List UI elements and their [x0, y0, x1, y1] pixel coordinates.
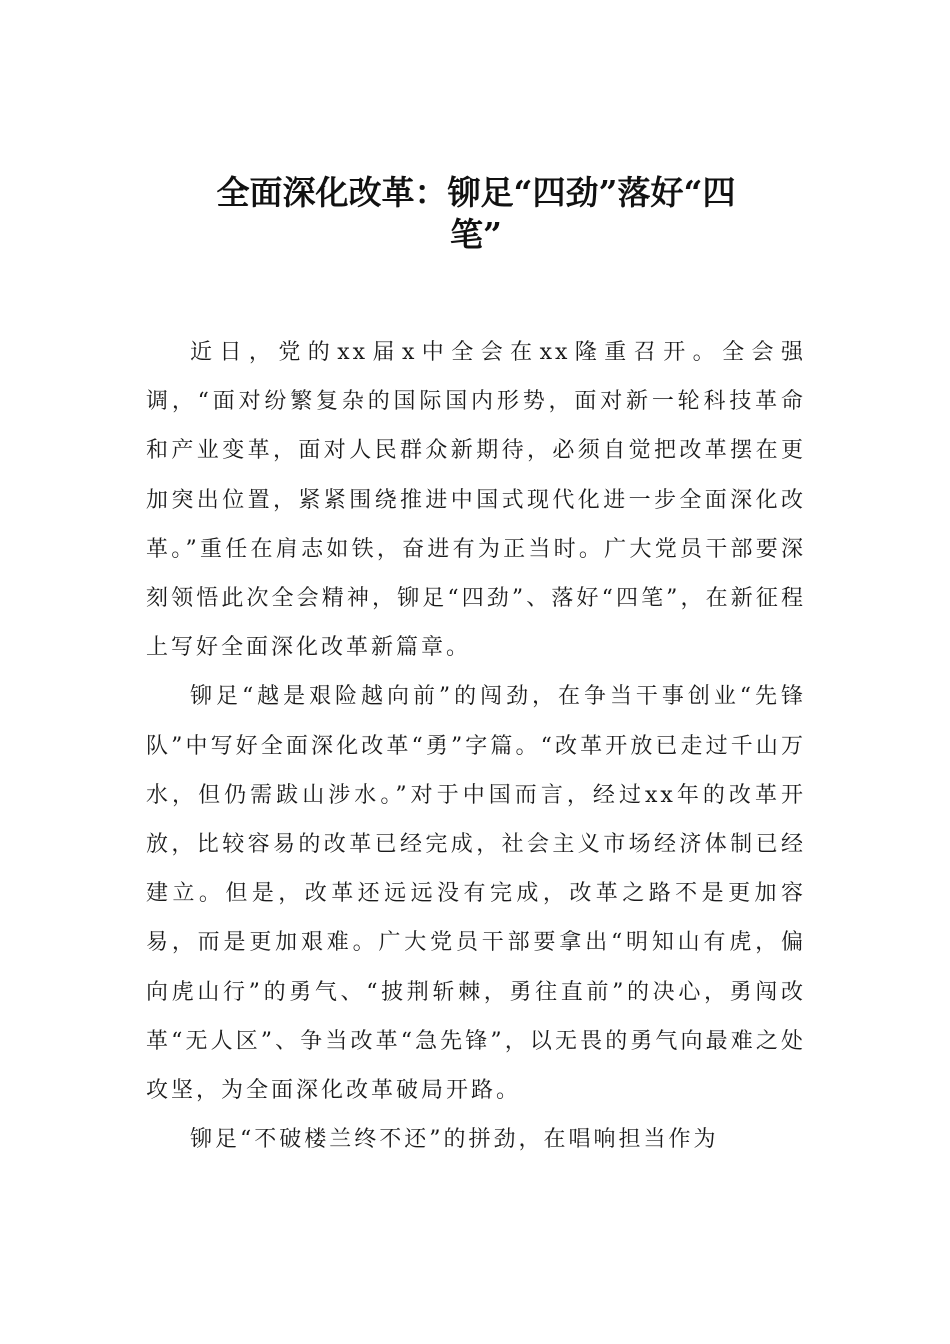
paragraph-3: 铆足“不破楼兰终不还”的拼劲，在唱响担当作为 [190, 1127, 719, 1153]
document-body [146, 328, 806, 1164]
paragraph-2: 铆足“越是艰险越向前”的闯劲，在争当干事创业“先锋队”中写好全面深化改革“勇”字篇。“改革开放已走过千山万水，但仍需跋山涉水。”对于中国而言，经过xx年的改革开放，比较容易的改革已经完成，社会主义市场经济体制已经建立。但是，改革还远远没有完成，改革之路不是更加容易，而是更加艰难。广大党员干部要拿出“明知山有虎，偏向虎山行”的勇气、“披荆斩棘，勇往直前”的决心，勇闯改革“无人区”、争当改革“急先锋”，以无畏的勇气向最难之处攻坚，为全面深化改革破局开路。 [146, 684, 806, 1104]
document-title [146, 172, 806, 256]
paragraph-1: 近日，党的xx届x中全会在xx隆重召开。全会强调，“面对纷繁复杂的国际国内形势，面对新一轮科技革命和产业变革，面对人民群众新期待，必须自觉把改革摆在更加突出位置，紧紧围绕推进中国式现代化进一步全面深化改革。”重任在肩志如铁，奋进有为正当时。广大党员干部要深刻领悟此次全会精神，铆足“四劲”、落好“四笔”，在新征程上写好全面深化改革新篇章。 [146, 340, 806, 661]
title-line-1: 全面深化改革：铆足“四劲”落好“四 [216, 173, 736, 212]
title-line-2: 笔” [450, 215, 502, 254]
